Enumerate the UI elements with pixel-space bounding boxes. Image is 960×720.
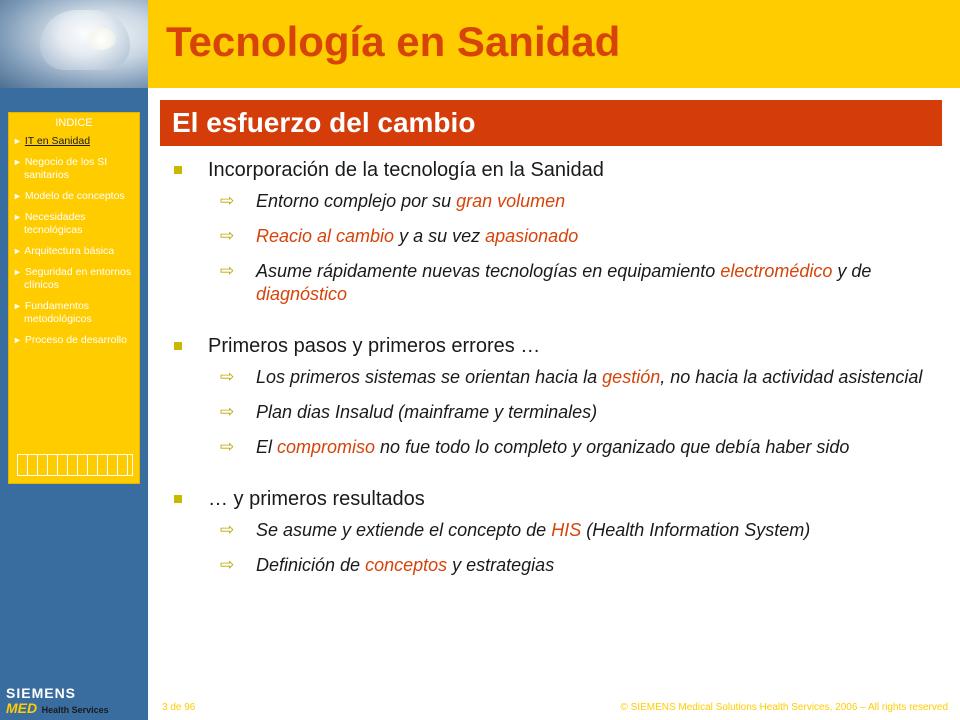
triangle-right-icon: ► (13, 301, 22, 311)
triangle-right-icon: ► (13, 157, 22, 167)
page-number: 3 de 96 (162, 702, 196, 713)
index-item-seguridad[interactable]: ► Seguridad en entornos clínicos (13, 266, 132, 291)
bullet-incorporacion: Incorporación de la tecnología en la Sanidad (172, 156, 942, 184)
sub-bullet-definicion: ⇨ Definición de conceptos y estrategias (220, 555, 555, 575)
square-bullet-icon (174, 495, 182, 503)
index-item-proceso[interactable]: ► Proceso de desarrollo (13, 334, 127, 346)
sub-bullet-his: ⇨ Se asume y extiende el concepto de HIS (Health Information System) (220, 520, 811, 540)
copyright-notice: © SIEMENS Medical Solutions Health Services, 2006 – All rights reserved (620, 702, 948, 713)
index-item-arquitectura[interactable]: ► Arquitectura básica (13, 245, 115, 257)
hollow-arrow-icon: ⇨ (220, 520, 235, 539)
index-heading: INDICE (55, 117, 93, 129)
index-panel (8, 112, 140, 484)
hand-image (40, 10, 130, 70)
slide-content (172, 156, 942, 589)
hollow-arrow-icon: ⇨ (220, 226, 235, 245)
slide-title: Tecnología en Sanidad (166, 18, 621, 65)
logo-med: MED (6, 700, 38, 716)
light-glow (86, 28, 116, 50)
index-item-negocio[interactable]: ► Negocio de los SI sanitarios (13, 156, 108, 181)
sub-bullet-entorno: ⇨ Entorno complejo por su gran volumen (220, 191, 566, 211)
hollow-arrow-icon: ⇨ (220, 367, 235, 386)
slide-subtitle: El esfuerzo del cambio (172, 107, 476, 138)
sub-bullet-asume: ⇨ Asume rápidamente nuevas tecnologías en equipamiento electromédico y de diagnóstico (220, 261, 872, 304)
triangle-right-icon: ► (13, 136, 22, 146)
triangle-right-icon: ► (13, 335, 22, 345)
sub-bullet-plan-dias: ⇨ Plan dias Insalud (mainframe y terminales) (220, 402, 598, 422)
sub-bullet-reacio: ⇨ Reacio al cambio y a su vez apasionado (220, 226, 579, 246)
hollow-arrow-icon: ⇨ (220, 555, 235, 574)
index-item-it-sanidad[interactable]: ► IT en Sanidad (13, 135, 91, 147)
header-photo (0, 0, 148, 88)
hollow-arrow-icon: ⇨ (220, 191, 235, 210)
triangle-right-icon: ► (13, 212, 22, 222)
logo-health-services: Health Services (41, 705, 109, 715)
triangle-right-icon: ► (13, 191, 22, 201)
bullet-resultados: … y primeros resultados (172, 485, 942, 513)
index-item-necesidades[interactable]: ► Necesidades tecnológicas (13, 211, 86, 236)
index-item-modelo[interactable]: ► Modelo de conceptos (13, 190, 125, 202)
index-item-fundamentos[interactable]: ► Fundamentos metodológicos (13, 300, 92, 325)
triangle-right-icon: ► (13, 246, 22, 256)
hollow-arrow-icon: ⇨ (220, 402, 235, 421)
sub-bullet-compromiso: ⇨ El compromiso no fue todo lo completo y organizado que debía haber sido (220, 437, 850, 457)
hollow-arrow-icon: ⇨ (220, 437, 235, 456)
bullet-primeros-pasos: Primeros pasos y primeros errores … (172, 332, 942, 360)
hollow-arrow-icon: ⇨ (220, 261, 235, 280)
index-navigation-strip[interactable] (17, 454, 133, 476)
sub-bullet-sistemas: ⇨ Los primeros sistemas se orientan hacia la gestión, no hacia la actividad asistencial (220, 367, 923, 387)
index-list (13, 135, 137, 355)
siemens-med-logo (6, 686, 146, 716)
square-bullet-icon (174, 342, 182, 350)
triangle-right-icon: ► (13, 267, 22, 277)
square-bullet-icon (174, 166, 182, 174)
logo-siemens: SIEMENS (6, 685, 77, 701)
